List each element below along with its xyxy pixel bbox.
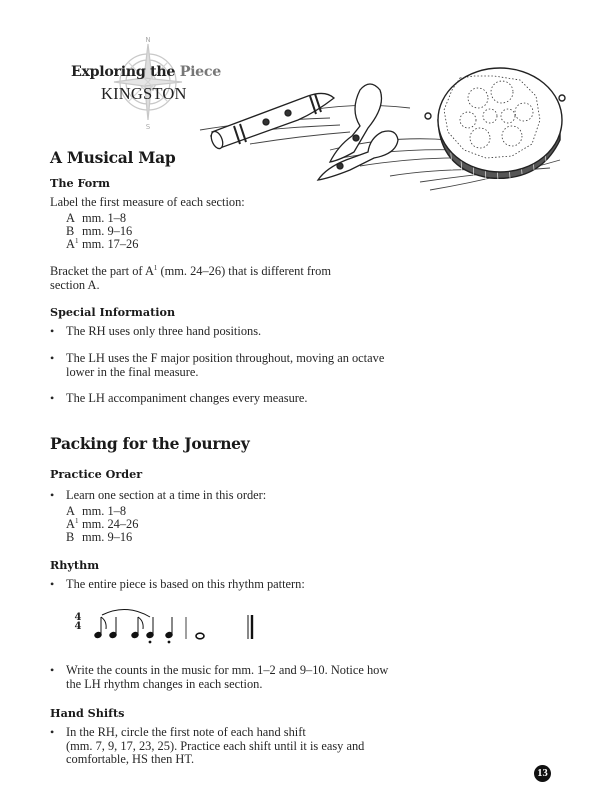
- bullet-icon: •: [50, 391, 55, 405]
- heading-packing: Packing for the Journey: [50, 434, 250, 453]
- title-highlight: Piece: [179, 64, 221, 80]
- compass-south: S: [145, 123, 151, 130]
- time-signature: 4 4: [74, 612, 82, 632]
- practice-order-bullet: Learn one section at a time in this order:: [66, 488, 267, 502]
- special-bullet: The LH uses the F major position throughout, moving an octave lower in the final measure.: [66, 351, 385, 379]
- piece-name: KINGSTON: [101, 84, 187, 103]
- form-section-row: A mm. 1–8: [66, 211, 127, 225]
- instruments-illustration: [190, 40, 590, 200]
- heading-practice-order: Practice Order: [50, 467, 143, 481]
- bullet-icon: •: [50, 725, 55, 739]
- practice-section-row: A mm. 1–8: [66, 504, 127, 518]
- hand-shifts-bullet: In the RH, circle the first note of each hand shift (mm. 7, 9, 17, 23, 25). Practice each shift until it is easy and comfortable, HS then HT.: [66, 725, 365, 767]
- rhythm-notation: [70, 605, 270, 655]
- bullet-icon: •: [50, 488, 55, 502]
- heading-rhythm: Rhythm: [50, 558, 100, 572]
- bullet-icon: •: [50, 577, 55, 591]
- compass-icon: [108, 34, 188, 130]
- practice-section-row: $A^1$ mm. 24–26: [66, 517, 139, 531]
- practice-section-row: B mm. 9–16: [66, 530, 133, 544]
- rhythm-notes: [70, 605, 270, 655]
- form-section-row: B mm. 9–16: [66, 224, 133, 238]
- compass-north: N: [145, 36, 151, 44]
- heading-special-information: Special Information: [50, 305, 176, 319]
- special-bullet: The RH uses only three hand positions.: [66, 324, 262, 338]
- rhythm-bullet-1: The entire piece is based on this rhythm pattern:: [66, 577, 305, 591]
- form-section-row: $A^1$ mm. 17–26: [66, 237, 139, 251]
- bracket-instruction: Bracket the part of $A^1$ (mm. 24–26) that is different from section A.: [50, 264, 331, 292]
- steel-pan-icon: [425, 68, 565, 180]
- bullet-icon: •: [50, 324, 55, 338]
- heading-the-form: The Form: [50, 176, 110, 190]
- heading-musical-map: A Musical Map: [50, 148, 176, 167]
- page-number-badge: 13: [534, 765, 551, 782]
- flute-icon: [209, 93, 334, 150]
- bullet-icon: •: [50, 663, 55, 677]
- form-intro: Label the first measure of each section:: [50, 195, 245, 209]
- rhythm-bullet-2: Write the counts in the music for mm. 1–2 and 9–10. Notice how the LH rhythm changes in each section.: [66, 663, 389, 691]
- heading-hand-shifts: Hand Shifts: [50, 706, 125, 720]
- bullet-icon: •: [50, 351, 55, 365]
- special-bullet: The LH accompaniment changes every measure.: [66, 391, 308, 405]
- title-prefix: Exploring the: [71, 64, 180, 80]
